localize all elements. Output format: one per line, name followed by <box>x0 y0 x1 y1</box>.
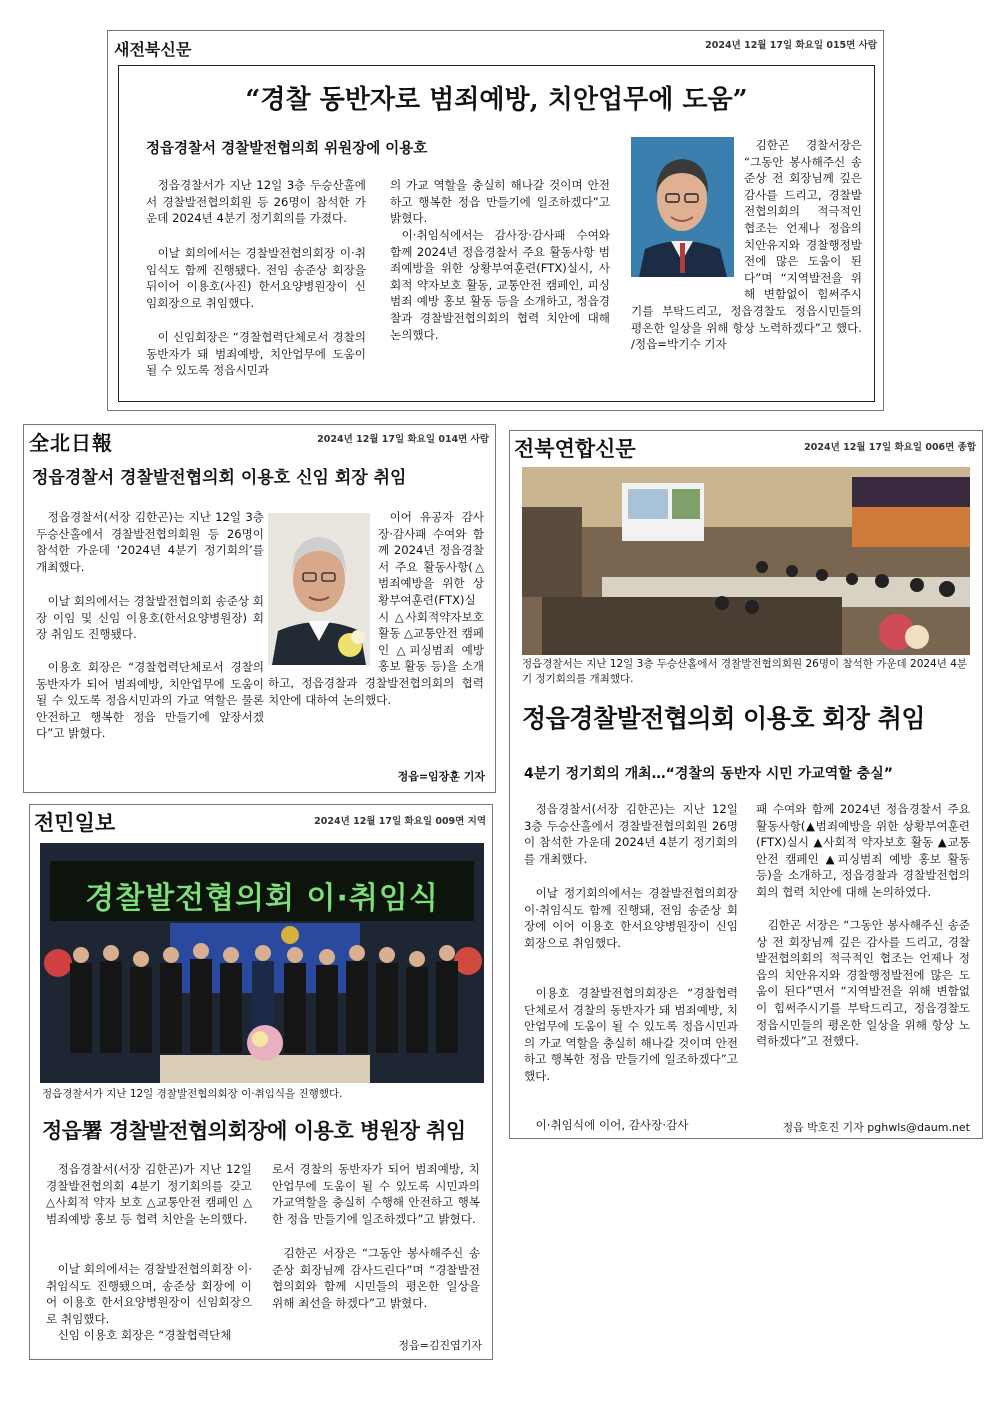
article-paragraph: 이·취임식에서는 감사장·감사패 수여와 함께 2024년 정읍경찰서 주요 활동사항 범죄예방을 위한 상황부여훈련(FTX)실시, 사회적 약자보호 활동, 교통안전 캠페인, 피싱 범죄 예방 홍보 활동 등을 소개하고, 정읍경찰과 경찰발전협의회의 협력 치안에 대해 논의했다. <box>390 228 610 342</box>
article-paragraph: 김한곤 서장은 “그동안 봉사해주신 송준상 전 회장님께 깊은 감사를 드리고, 경찰발전협의회의 적극적인 협조는 언제나 정읍의 치안유지와 경찰행정발전에 많은 도움이 된다”면서 “지역발전을 위해 변함없이 힘써주시기를 부탁드리고, 정읍경찰도 정읍시민들의 평온한 일상을 위해 항상 노력하겠다”고 전했다. <box>756 918 970 1049</box>
ceremony-photo <box>40 843 484 1083</box>
article-paragraph: 이날 회의에서는 경찰발전협의회 송준상 회장 이임 및 신임 이용호(한서요양병원장) 회장 취임도 진행됐다. <box>36 594 264 642</box>
byline: 정읍=김진엽기자 <box>398 1339 482 1352</box>
article-column-2: 패 수여와 함께 2024년 정읍경찰서 주요 활동사항(▲범죄예방을 위한 상황부여훈련(FTX)실시 ▲사회적 약자보호 활동 ▲교통안전 캠페인 ▲피싱범죄 예방 홍보 활동 등)을 소개하고, 정읍경찰과 경찰발전협의회의 협력 치안에 대해 논의하였다. <box>756 802 970 899</box>
article-paragraph: 이용호 회장은 “경찰협력단체로서 경찰의 동반자가 되어 범죄예방, 치안업무에 도움이 될 수 있도록 정읍시민과의 가교 역할은 물론 안전하고 행복한 정읍 만들기에 앞장서겠다”고 밝혔다. <box>36 660 264 741</box>
article-column-3: 김한곤 경찰서장은 “그동안 봉사해주신 송준상 전 회장님께 깊은 감사를 드리고, 경찰발전협의회의 적극적인 협조는 언제나 정읍의 치안유지와 경찰행정발전에 많은 도움이 된다”며 “지역발전을 위해 변함없이 힘써주시기를 부탁드리고, 정읍경찰도 정읍시민들의 평온한 일상을 위해 항상 노력하겠다”고 했다. /정읍=박기수 기자 <box>631 138 862 352</box>
paper-date: 2024년 12월 17일 화요일 014면 사람 <box>317 434 489 445</box>
article-paragraph: 이날 회의에서는 경찰발전협의회장 이·취임식도 함께 진행됐다. 전임 송준상 회장을 뒤이어 이용호(사진) 한서요양병원장이 신임회장으로 취임했다. <box>146 246 366 310</box>
article-column-2: 로서 경찰의 동반자가 되어 범죄예방, 치안업무에 도움이 될 수 있도록 시민과의 가교역할을 충실히 수행해 안전하고 행복한 정읍 만들기에 일조하겠다”고 밝혔다. <box>272 1162 480 1226</box>
clip-jeonbukilbo <box>23 424 496 793</box>
headline: 정읍경찰발전협의회 이용호 회장 취임 <box>522 704 926 733</box>
article-paragraph: 이날 회의에서는 경찰발전협의회장 이·취임식도 진행됐으며, 송준상 회장에 이어 이용호 한서요양병원장이 신임회장으로 취임했다. <box>46 1262 252 1326</box>
subhead: 4분기 정기회의 개최…“경찰의 동반자 시민 가교역할 충실” <box>524 766 893 782</box>
paper-name: 全北日報 <box>29 431 113 455</box>
article-paragraph: 신임 이용호 회장은 “경찰협력단체 <box>57 1328 232 1342</box>
photo-caption: 정읍경찰서는 지난 12일 3층 두승산홀에서 경찰발전협의회원 26명이 참석한 가운데 2024년 4분기 정기회의를 개최했다. <box>522 658 968 685</box>
article-paragraph: 이 신임회장은 “경찰협력단체로서 경찰의 동반자가 돼 범죄예방, 치안업무에 도움이 될 수 있도록 정읍시민과 <box>146 330 366 378</box>
article-paragraph: 이·취임식에 이어, 감사장·감사 <box>535 1118 689 1132</box>
byline: 정읍=임장훈 기자 <box>397 770 485 783</box>
article-paragraph: 정읍경찰서(서장 김한곤)가 지난 12일 경찰발전협의회 4분기 정기회의를 갖고 △사회적 약자 보호 △교통안전 캠페인 △범죄예방 홍보 등 협력 치안을 논의했다. <box>46 1162 252 1226</box>
article-paragraph: 정읍경찰서(서장 김한곤)는 지난 12일 3층 두승산홀에서 경찰발전협의회원 등 26명이 참석한 가운데 ‘2024년 4분기 정기회의’를 개최했다. <box>36 510 264 574</box>
paper-date: 2024년 12월 17일 화요일 009면 지역 <box>314 816 486 827</box>
article-column-1: 정읍경찰서가 지난 12일 3층 두승산홀에서 경찰발전협의회원 등 26명이 참석한 가운데 2024년 4분기 정기회의를 가졌다. <box>146 178 366 226</box>
article-paragraph: 이용호 경찰발전협의회장은 “경찰협력단체로서 경찰의 동반자가 돼 범죄예방, 치안업무에 도움이 될 수 있도록 정읍시민과의 가교 역할을 충실히 해나갈 것이며 안전하고 행복한 정읍 만들기에 일조하겠다”고 했다. <box>524 986 738 1083</box>
article-column-2: 이어 유공자 감사장·감사패 수여와 함께 2024년 정읍경찰서 주요 활동사항(△범죄예방을 위한 상황부여훈련(FTX)실시 △사회적약자보호 활동 △교통안전 캠페인 △피싱범죄 예방 홍보 활동 등)을 소개하고, 정읍경찰과 경찰발전협의회의 협력 치안에 대하여 논의했다. <box>268 510 484 707</box>
headline: 정읍경찰서 경찰발전협의회 이용호 신임 회장 취임 <box>32 468 407 488</box>
meeting-room-illustration <box>522 467 970 655</box>
ceremony-banner: 경찰발전협의회 이·취임식 <box>85 881 439 916</box>
article-paragraph: 정읍경찰서(서장 김한곤)는 지난 12일 3층 두승산홀에서 경찰발전협의회원 26명이 참석한 가운데 2024년 4분기 정기회의를 개최했다. <box>524 802 738 866</box>
paper-name: 전북연합신문 <box>514 436 636 461</box>
headline: “경찰 동반자로 범죄예방, 치안업무에 도움” <box>245 85 748 115</box>
clip-saejeonbuk <box>107 30 884 411</box>
byline: 정읍 박호진 기자 pghwls@daum.net <box>782 1121 970 1134</box>
article-column-2: 의 가교 역할을 충실히 해나갈 것이며 안전하고 행복한 정읍 만들기에 일조하겠다”고 밝혔다. <box>390 178 610 226</box>
subhead: 정읍경찰서 경찰발전협의회 위원장에 이용호 <box>146 141 428 157</box>
paper-date: 2024년 12월 17일 화요일 006면 종합 <box>804 442 976 453</box>
clip-jeonbukyeonhap <box>509 430 983 1139</box>
paper-date: 2024년 12월 17일 화요일 015면 사람 <box>705 40 877 51</box>
paper-name: 전민일보 <box>34 811 116 835</box>
clip-jeonminilbo <box>29 804 493 1360</box>
paper-name: 새전북신문 <box>114 40 192 59</box>
headline: 정읍署 경찰발전협의회장에 이용호 병원장 취임 <box>42 1119 466 1143</box>
meeting-photo <box>522 467 970 655</box>
article-paragraph: 김한곤 서장은 “그동안 봉사해주신 송준상 회장님께 감사드린다”며 “경찰발전협의회와 함께 시민들의 평온한 일상을 위해 최선을 하겠다”고 밝혔다. <box>272 1246 480 1310</box>
photo-caption: 정읍경찰서가 지난 12일 경찰발전협의회장 이·취임식을 진행했다. <box>42 1088 343 1100</box>
article-paragraph: 이날 정기회의에서는 경찰발전협의회장 이·취임식도 함께 진행돼, 전임 송준상 회장에 이어 이용호 한서요양병원장이 신임회장으로 취임했다. <box>524 886 738 950</box>
